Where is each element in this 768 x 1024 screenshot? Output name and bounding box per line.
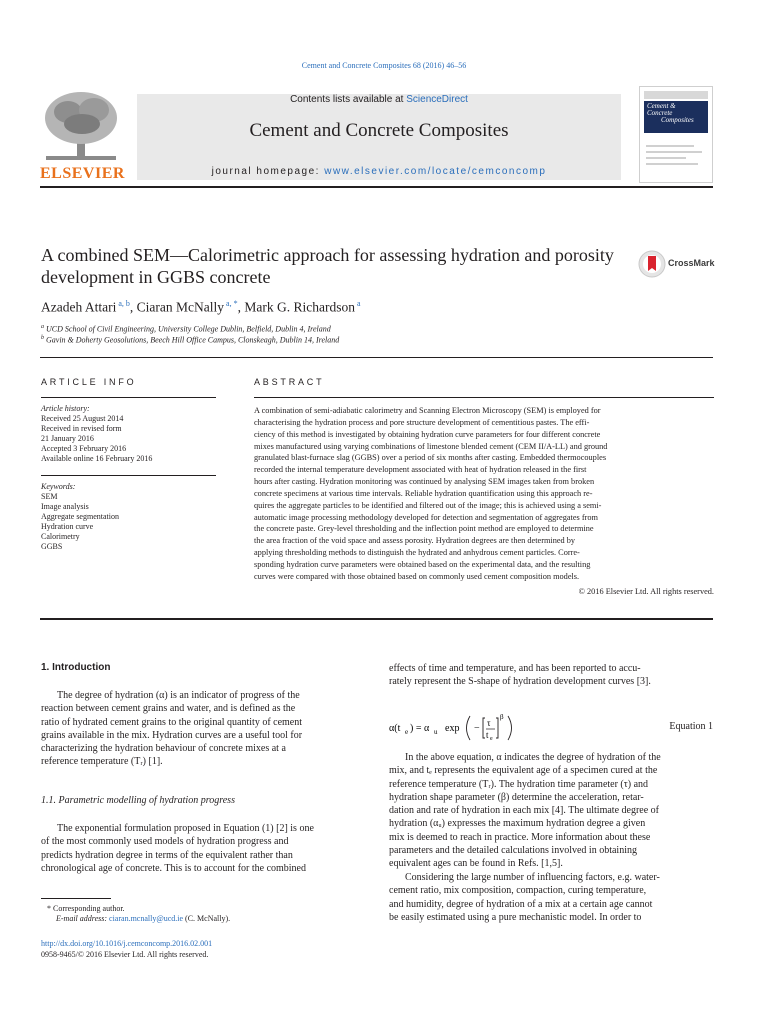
abstract-line: granulated blast-furnace slag (GGBS) over a period of six months after casting. Embedded thermocouples bbox=[254, 453, 607, 463]
doi-link[interactable]: http://dx.doi.org/10.1016/j.cemconcomp.2016.02.001 bbox=[41, 939, 213, 948]
text-line: be easily estimated using a pure mechanistic model. In order to bbox=[389, 911, 642, 923]
text-line: chronological age of concrete. This is to account for the combined bbox=[41, 862, 306, 874]
contents-line bbox=[137, 94, 621, 105]
journal-homepage bbox=[137, 166, 621, 177]
author-affiliation-marks[interactable]: a, * bbox=[224, 299, 238, 308]
keyword: Hydration curve bbox=[41, 522, 94, 531]
history-item: Received 25 August 2014 bbox=[41, 414, 124, 423]
journal-cover-thumbnail bbox=[639, 86, 713, 183]
svg-text:−: − bbox=[474, 723, 480, 734]
text-line: reaction between cement grains and water, and is defined as the bbox=[41, 703, 296, 715]
svg-text:τ: τ bbox=[487, 718, 491, 728]
history-item: Available online 16 February 2016 bbox=[41, 454, 153, 463]
crossmark-badge[interactable] bbox=[638, 250, 718, 280]
abstract-line: automatic image processing methodology developed for detection and segmentation of aggregates from bbox=[254, 512, 598, 522]
article-info-heading: ARTICLE INFO bbox=[41, 377, 137, 387]
affiliation-mark: a bbox=[41, 324, 44, 330]
author-separator: , bbox=[129, 299, 137, 315]
history-item: Received in revised form bbox=[41, 424, 122, 433]
svg-text:t: t bbox=[486, 730, 489, 740]
svg-text:e: e bbox=[490, 736, 493, 742]
abstract-line: ciency of this method is investigated by obtaining hydration curve parameters for four different concrete bbox=[254, 429, 601, 439]
affiliation bbox=[41, 324, 331, 334]
crossmark-label: CrossMark bbox=[668, 258, 715, 268]
abstract-line: sponding hydration curve parameters were obtained based on the experimental data, and the resulting bbox=[254, 559, 591, 569]
right-top-paragraph bbox=[389, 662, 713, 689]
email-footnote bbox=[56, 914, 230, 923]
svg-text:u: u bbox=[434, 728, 438, 736]
intro-paragraph bbox=[41, 689, 365, 769]
article-info-rule bbox=[41, 397, 216, 398]
author-name[interactable]: Ciaran McNally bbox=[136, 299, 225, 315]
equation-explanation-paragraph bbox=[389, 751, 713, 871]
equation-1 bbox=[389, 710, 713, 746]
abstract-line: applying thresholding methods to distinguish the hydrated and anhydrous cement particles. Corre- bbox=[254, 548, 580, 558]
text-line: The degree of hydration (α) is an indicator of progress of the bbox=[57, 690, 300, 701]
abstract-line: concrete specimens at various time intervals. Reliable hydration quantification using this approach re- bbox=[254, 488, 593, 498]
issn-line: 0958-9465/© 2016 Elsevier Ltd. All rights reserved. bbox=[41, 950, 209, 959]
text-line: The exponential formulation proposed in Equation (1) [2] is one bbox=[57, 823, 314, 834]
abstract-line: curves were compared with those obtained based on commonly used cement composition models. bbox=[254, 571, 580, 581]
text-line: reference temperature (Tᵣ). The hydration time parameter (τ) and bbox=[389, 778, 649, 790]
elsevier-tree-logo bbox=[40, 90, 122, 164]
keywords-label: Keywords: bbox=[41, 482, 76, 491]
abstract-line: mixes manufactured using varying combinations of limestone blended cement (CEM II/A-LL) and ground bbox=[254, 441, 608, 451]
banner-divider bbox=[40, 186, 713, 188]
journal-citation[interactable]: Cement and Concrete Composites 68 (2016) 46–56 bbox=[301, 61, 467, 70]
text-line: and humidity, degree of hydration of a mix at a certain age cannot bbox=[389, 898, 653, 910]
text-line: effects of time and temperature, and has been reported to accu- bbox=[389, 663, 641, 674]
email-label: E-mail address: bbox=[56, 914, 110, 923]
history-item: 21 January 2016 bbox=[41, 434, 94, 443]
text-line: grains available in the mix. Hydration curves are a useful tool for bbox=[41, 729, 303, 741]
text-line: characterizing the hydration behaviour of concrete mixes at a bbox=[41, 743, 286, 755]
abstract-heading: ABSTRACT bbox=[254, 377, 325, 387]
email-suffix: (C. McNally). bbox=[183, 914, 231, 923]
text-line: predicts hydration degree in terms of the equivalent rather than bbox=[41, 849, 293, 861]
svg-text:β: β bbox=[500, 713, 504, 721]
equation-formula bbox=[389, 710, 539, 746]
affiliation-mark: b bbox=[41, 335, 44, 341]
keyword: SEM bbox=[41, 492, 58, 501]
abstract-line: A combination of semi-adiabatic calorimetry and Scanning Electron Microscopy (SEM) is employed for bbox=[254, 406, 601, 415]
author-separator: , bbox=[237, 299, 245, 315]
svg-text:e: e bbox=[405, 728, 409, 736]
abstract-text bbox=[254, 405, 714, 583]
abstract-line: characterising the hydration process and pore structure development of cementitious pastes. The effi- bbox=[254, 417, 590, 427]
keyword: Aggregate segmentation bbox=[41, 512, 119, 521]
equation-label: Equation 1 bbox=[669, 721, 713, 732]
elsevier-wordmark: ELSEVIER bbox=[40, 165, 125, 182]
text-line: Considering the large number of influencing factors, e.g. water- bbox=[405, 872, 660, 883]
affiliation bbox=[41, 335, 339, 345]
contents-prefix: Contents lists available at bbox=[290, 94, 407, 105]
cover-text-lines bbox=[646, 145, 706, 165]
abstract-line: the area fraction of the void space and assess porosity. Hydration degrees are then determined by bbox=[254, 536, 576, 546]
article-history bbox=[41, 404, 216, 464]
cover-title-line-1: Cement & bbox=[647, 102, 676, 110]
abstract-line: recorded the internal temperature development associated with heat of hydration released in the first bbox=[254, 465, 587, 475]
abstract-line: hours after casting. Hydration monitoring was continued by analysing SEM images taken from broken bbox=[254, 477, 595, 487]
affiliation-text: Gavin & Doherty Geosolutions, Beech Hill Office Campus, Clonskeagh, Dublin 14, Ireland bbox=[46, 335, 340, 345]
cover-title-band bbox=[644, 101, 708, 133]
history-item: Accepted 3 February 2016 bbox=[41, 444, 127, 453]
abstract-line: quires the aggregate particles to be identified and filtered out of the image; this is achieved using a semi- bbox=[254, 500, 602, 510]
text-line: hydration (αᵤ) expresses the maximum hydration degree a given bbox=[389, 818, 646, 830]
affiliation-text: UCD School of Civil Engineering, University College Dublin, Belfield, Dublin 4, Ireland bbox=[46, 324, 331, 334]
sciencedirect-link[interactable]: ScienceDirect bbox=[406, 94, 468, 105]
text-line: cement ratio, mix composition, compaction, curing temperature, bbox=[389, 885, 647, 897]
keyword: GGBS bbox=[41, 542, 63, 551]
text-line: of the most commonly used models of hydration progress and bbox=[41, 836, 289, 848]
svg-text:exp: exp bbox=[445, 723, 460, 734]
keyword: Image analysis bbox=[41, 502, 89, 511]
author-affiliation-marks[interactable]: a bbox=[354, 299, 361, 308]
author-list bbox=[41, 299, 361, 316]
author-affiliation-marks[interactable]: a, b bbox=[116, 299, 130, 308]
parametric-paragraph bbox=[41, 822, 365, 875]
front-matter-divider bbox=[40, 618, 713, 620]
text-line: mix is deemed to reach in practice. More information about these bbox=[389, 831, 651, 843]
text-line: parameters and the detailed calculations involved in obtaining bbox=[389, 845, 637, 857]
text-line: rately represent the S-shape of hydration development curves [3]. bbox=[389, 676, 651, 688]
email-link[interactable]: ciaran.mcnally@ucd.ie bbox=[109, 914, 184, 923]
text-line: equivalent ages can be found in Refs. [1,5]. bbox=[389, 858, 563, 870]
crossmark-icon bbox=[638, 250, 666, 278]
keyword: Calorimetry bbox=[41, 532, 80, 541]
text-line: dation and rate of hydration in each mix [4]. The ultimate degree of bbox=[389, 805, 659, 817]
author-name[interactable]: Azadeh Attari bbox=[41, 299, 117, 315]
abstract-line: the concrete paste. Grey-level thresholding and the inflection point method are employed to determine bbox=[254, 524, 594, 534]
cover-top-strip bbox=[644, 91, 708, 99]
homepage-prefix: journal homepage: bbox=[211, 166, 325, 177]
footnote-divider bbox=[41, 898, 111, 899]
keywords-rule bbox=[41, 475, 216, 476]
abstract-rule bbox=[254, 397, 714, 398]
abstract-copyright: © 2016 Elsevier Ltd. All rights reserved. bbox=[578, 587, 714, 596]
author-name[interactable]: Mark G. Richardson bbox=[244, 299, 355, 315]
svg-text:α(t: α(t bbox=[389, 723, 401, 734]
text-line: hydration shape parameter (β) determine the acceleration, retar- bbox=[389, 791, 644, 803]
text-line: reference temperature (Tᵣ) [1]. bbox=[41, 756, 163, 768]
text-line: In the above equation, α indicates the degree of hydration of the bbox=[405, 752, 661, 763]
journal-banner bbox=[40, 87, 621, 183]
cover-title-line-3: Composites bbox=[661, 116, 694, 124]
section-heading-introduction: 1. Introduction bbox=[41, 662, 111, 673]
cover-title-line-2: Concrete bbox=[647, 109, 673, 117]
subsection-heading: 1.1. Parametric modelling of hydration progress bbox=[41, 795, 235, 806]
history-label: Article history: bbox=[41, 404, 90, 413]
corresponding-author-note: * Corresponding author. bbox=[47, 904, 125, 913]
text-line: ratio of hydrated cement grains to the original quantity of cement bbox=[41, 716, 303, 728]
article-title: A combined SEM—Calorimetric approach for assessing hydration and porosity development in GGBS concrete bbox=[41, 245, 614, 287]
svg-text:) = α: ) = α bbox=[410, 723, 430, 734]
affiliation-divider bbox=[40, 357, 713, 358]
keywords bbox=[41, 482, 216, 552]
influencing-factors-paragraph bbox=[389, 871, 713, 924]
text-line: mix, and tₑ represents the equivalent age of a specimen cured at the bbox=[389, 765, 658, 777]
journal-name: Cement and Concrete Composites bbox=[249, 120, 509, 141]
homepage-link[interactable]: www.elsevier.com/locate/cemconcomp bbox=[324, 166, 547, 177]
